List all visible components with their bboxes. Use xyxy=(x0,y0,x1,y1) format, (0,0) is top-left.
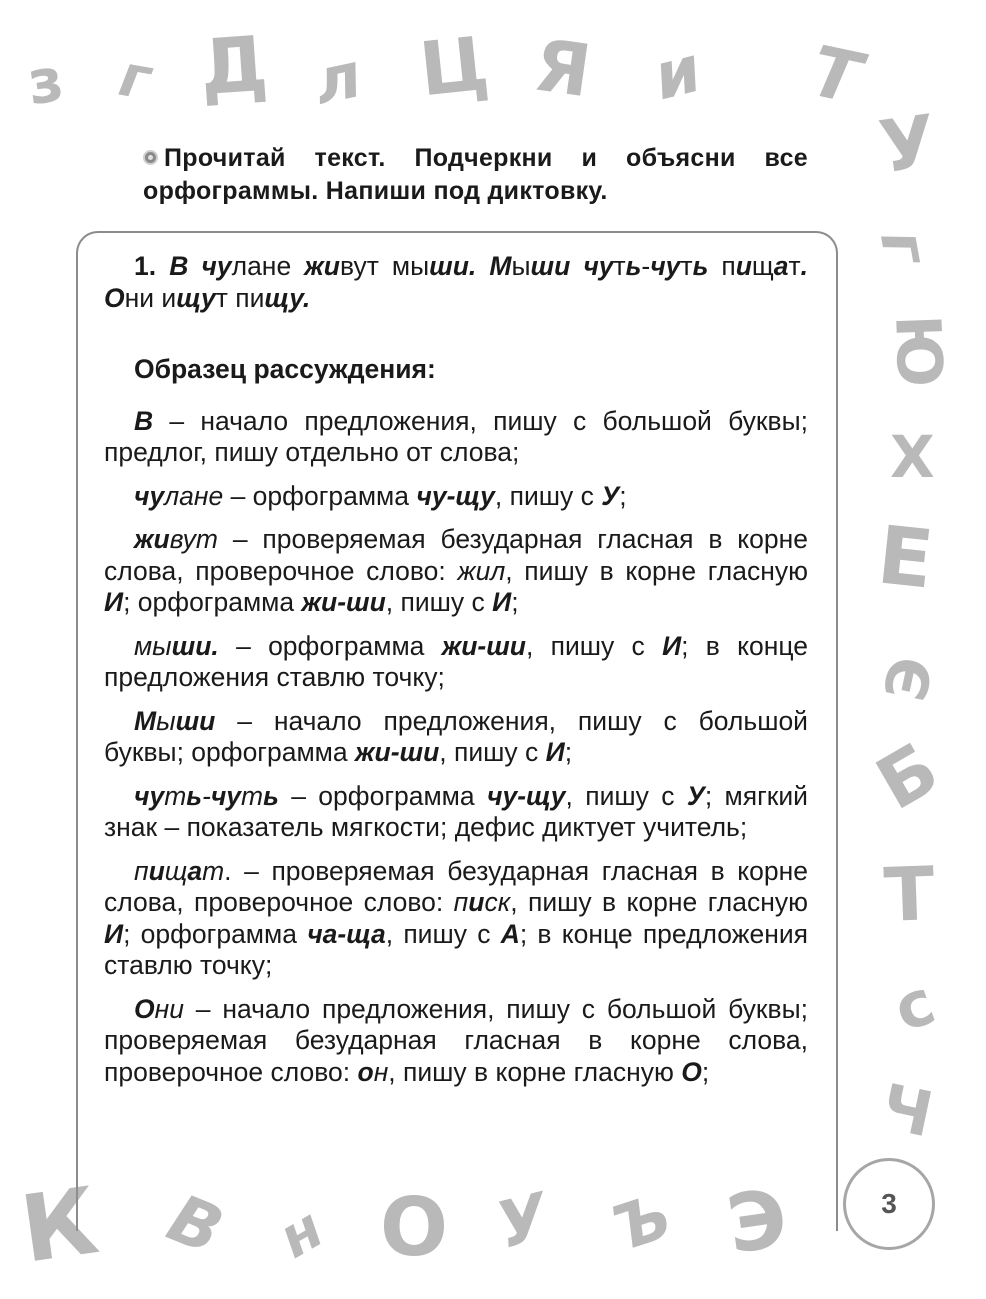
text-run: н xyxy=(373,1056,389,1087)
decor-letter-right-8: Т xyxy=(882,851,936,939)
text-run: ь xyxy=(692,251,709,281)
text-run: лане xyxy=(164,480,224,511)
text-run: т xyxy=(241,780,264,811)
text-run: В xyxy=(134,405,154,436)
text-run: ши. xyxy=(429,251,477,281)
text-run: А xyxy=(500,918,520,949)
decor-letter-top-2: г xyxy=(114,40,156,114)
text-run: В xyxy=(169,251,189,281)
text-run: о xyxy=(357,1056,374,1087)
instruction-text: Прочитай текст. Подчеркни и объясни все орфограммы. Напиши под диктовку. xyxy=(143,144,808,205)
text-run: ; в конце предложения ставлю точку; xyxy=(104,918,808,980)
text-run: п xyxy=(453,887,469,917)
text-run: т xyxy=(202,855,225,886)
text-run: О xyxy=(134,993,155,1024)
text-run: У xyxy=(686,780,705,811)
text-run: – начало предложения, пишу с большой буквы; предлог, пишу отдельно от слова; xyxy=(104,405,808,467)
text-run: жи xyxy=(304,251,340,281)
text-run: , пишу в корне гласную xyxy=(510,887,808,917)
text-run: – орфограмма xyxy=(218,630,442,661)
text-run: жи-ши xyxy=(301,587,386,617)
text-run: т пи xyxy=(215,282,265,313)
text-run: ши xyxy=(175,705,216,736)
text-run: т xyxy=(788,251,801,281)
text-run: , пишу с xyxy=(385,918,501,949)
text-run: ; xyxy=(564,737,573,767)
decor-letter-bottom-4: О xyxy=(380,1181,449,1274)
text-run: и xyxy=(468,887,485,917)
text-run: У xyxy=(601,480,620,511)
text-run: И xyxy=(545,737,565,767)
text-run xyxy=(476,251,489,281)
text-run: щ xyxy=(751,251,774,281)
text-run: т xyxy=(164,780,187,811)
decor-letter-top-3: Д xyxy=(196,18,271,113)
text-run: И xyxy=(492,587,512,617)
decor-letter-top-6: Я xyxy=(529,22,597,114)
decor-letter-right-9: с xyxy=(884,964,944,1047)
reasoning-paragraph xyxy=(104,781,808,844)
text-run: лане xyxy=(231,251,305,281)
text-run: , пишу с xyxy=(525,630,663,661)
text-run: ; орфограмма xyxy=(123,587,302,617)
text-run: ча-ща xyxy=(307,918,386,949)
text-run xyxy=(188,251,201,281)
text-run: щ xyxy=(164,855,188,886)
text-run: чу xyxy=(583,251,614,281)
text-run: ши xyxy=(530,251,571,281)
text-run: жил xyxy=(457,555,506,586)
text-run: т xyxy=(680,251,693,281)
text-run: жи-ши xyxy=(441,630,526,661)
text-run: . xyxy=(800,251,808,281)
decor-letter-right-7: Б xyxy=(862,725,953,827)
text-run: ь xyxy=(625,251,642,281)
text-run: жи xyxy=(134,524,170,554)
text-run: ; мягкий знак – показатель мягкости; дефис диктует учитель; xyxy=(104,780,808,842)
decor-letter-right-1: У xyxy=(874,98,942,190)
decor-letter-right-2: г xyxy=(865,224,944,270)
page-number: 3 xyxy=(843,1158,935,1250)
reasoning-paragraph xyxy=(104,406,808,469)
text-run: вут xyxy=(169,524,218,554)
text-run: М xyxy=(134,705,157,736)
text-run: О xyxy=(104,282,125,313)
text-run: а xyxy=(187,855,203,886)
text-run: чу xyxy=(210,780,242,811)
decor-letter-right-5: Е xyxy=(873,508,938,607)
text-run: - xyxy=(641,251,651,281)
reasoning-paragraph xyxy=(104,631,808,694)
text-run: ь xyxy=(186,780,203,811)
text-run: . – проверяемая безударная гласная в корне слова, проверочное слово: xyxy=(104,855,808,917)
text-run: ; xyxy=(701,1056,710,1087)
text-run: ; xyxy=(511,587,519,617)
text-run: чу xyxy=(134,780,165,811)
decor-letter-right-4: Х xyxy=(890,423,935,491)
text-run: ни xyxy=(154,993,184,1024)
exercise-text xyxy=(104,251,808,314)
reasoning-paragraph xyxy=(104,524,808,619)
text-run: чу xyxy=(650,251,681,281)
reasoning-paragraph xyxy=(104,856,808,982)
text-run: , пишу с xyxy=(565,780,687,811)
text-run: а xyxy=(773,251,789,281)
decor-letter-top-4: л xyxy=(307,38,368,119)
decor-letter-right-10: Ч xyxy=(875,1069,940,1152)
text-run: – начало предложения, пишу с большой буквы; проверяемая безударная гласная в корне слова, проверочное слово: xyxy=(104,993,808,1087)
decor-letter-bottom-3: н xyxy=(268,1195,335,1272)
text-run: чу-щу xyxy=(487,780,566,811)
text-run: п xyxy=(134,855,149,886)
text-run: п xyxy=(708,251,736,281)
text-run: М xyxy=(489,251,512,281)
text-run: щу xyxy=(176,282,216,313)
text-run: ь xyxy=(263,780,279,811)
decor-letter-top-1: з xyxy=(23,44,68,120)
decor-letter-bottom-6: Ъ xyxy=(601,1178,680,1267)
text-run: ; xyxy=(619,480,627,511)
decor-letter-right-3: Ю xyxy=(881,313,957,389)
decor-letter-bottom-5: У xyxy=(489,1180,556,1264)
decor-letter-bottom-2: В xyxy=(157,1179,234,1270)
text-run xyxy=(570,251,583,281)
text-run: – начало предложения, пишу с большой буквы; орфограмма xyxy=(104,705,808,767)
reasoning-paragraph xyxy=(104,994,808,1089)
text-run: И xyxy=(104,587,124,617)
reasoning-paragraph xyxy=(104,481,808,513)
text-run: ни и xyxy=(124,282,177,313)
text-run: ; орфограмма xyxy=(123,918,308,949)
text-run: и xyxy=(148,855,165,886)
text-run: , пишу в корне гласную xyxy=(388,1056,682,1087)
text-run: т xyxy=(613,251,626,281)
text-run: , пишу в корне гласную xyxy=(505,555,808,586)
text-run: И xyxy=(104,918,124,949)
text-run: чу-щу xyxy=(416,480,495,511)
decor-letter-top-8: Т xyxy=(803,29,868,121)
text-run: щу. xyxy=(264,282,311,313)
text-run: жи-ши xyxy=(355,737,440,767)
text-run: ; в конце предложения ставлю точку; xyxy=(104,630,808,692)
text-run: ы xyxy=(156,705,176,736)
reasoning-paragraph xyxy=(104,706,808,769)
exercise-content xyxy=(104,251,808,1100)
text-run: , пишу с xyxy=(385,587,493,617)
bullet-circle-icon xyxy=(143,150,158,165)
text-run: мы xyxy=(134,630,172,661)
text-run: – проверяемая безударная гласная в корне слова, проверочное слово: xyxy=(104,524,808,586)
text-run: – орфограмма xyxy=(278,780,487,811)
text-run: - xyxy=(202,780,211,811)
decor-letter-bottom-1: К xyxy=(14,1167,105,1284)
text-run: – орфограмма xyxy=(223,480,417,511)
text-run: ши. xyxy=(171,630,219,661)
text-run: чу xyxy=(134,480,165,511)
reasoning-list xyxy=(104,406,808,1089)
text-run: ы xyxy=(511,251,531,281)
text-run: , пишу с xyxy=(439,737,546,767)
text-run: чу xyxy=(201,251,232,281)
exercise-sentence xyxy=(104,251,808,313)
text-run: , пишу с xyxy=(494,480,602,511)
text-run: И xyxy=(662,630,682,661)
sample-heading: Образец рассуждения: xyxy=(134,354,436,384)
text-run: О xyxy=(681,1056,702,1087)
decor-letter-top-7: и xyxy=(646,32,709,116)
text-run: ск xyxy=(484,887,511,917)
decor-letter-top-5: Ц xyxy=(415,20,493,114)
instruction xyxy=(143,142,808,208)
exercise-number: 1. xyxy=(134,251,157,281)
text-run: и xyxy=(735,251,752,281)
text-run: вут мы xyxy=(339,251,430,281)
decor-letter-right-6: Э xyxy=(871,651,947,707)
decor-letter-bottom-7: Э xyxy=(721,1171,793,1272)
